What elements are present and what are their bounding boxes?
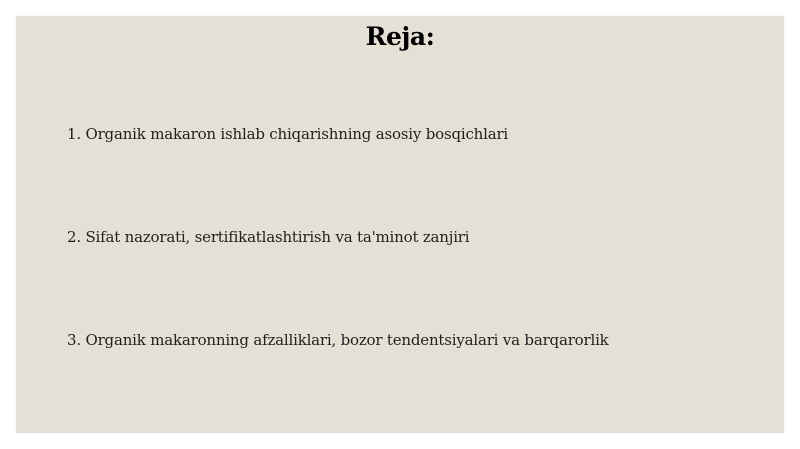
plan-item-1: 1. Organik makaron ishlab chiqarishning asosiy bosqichlari: [67, 125, 509, 143]
slide-title: Reja:: [365, 22, 435, 51]
plan-item-2: 2. Sifat nazorati, sertifikatlashtirish va ta'minot zanjiri: [67, 228, 470, 246]
plan-item-3: 3. Organik makaronning afzalliklari, bozor tendentsiyalari va barqarorlik: [67, 331, 609, 349]
slide: [16, 16, 784, 433]
